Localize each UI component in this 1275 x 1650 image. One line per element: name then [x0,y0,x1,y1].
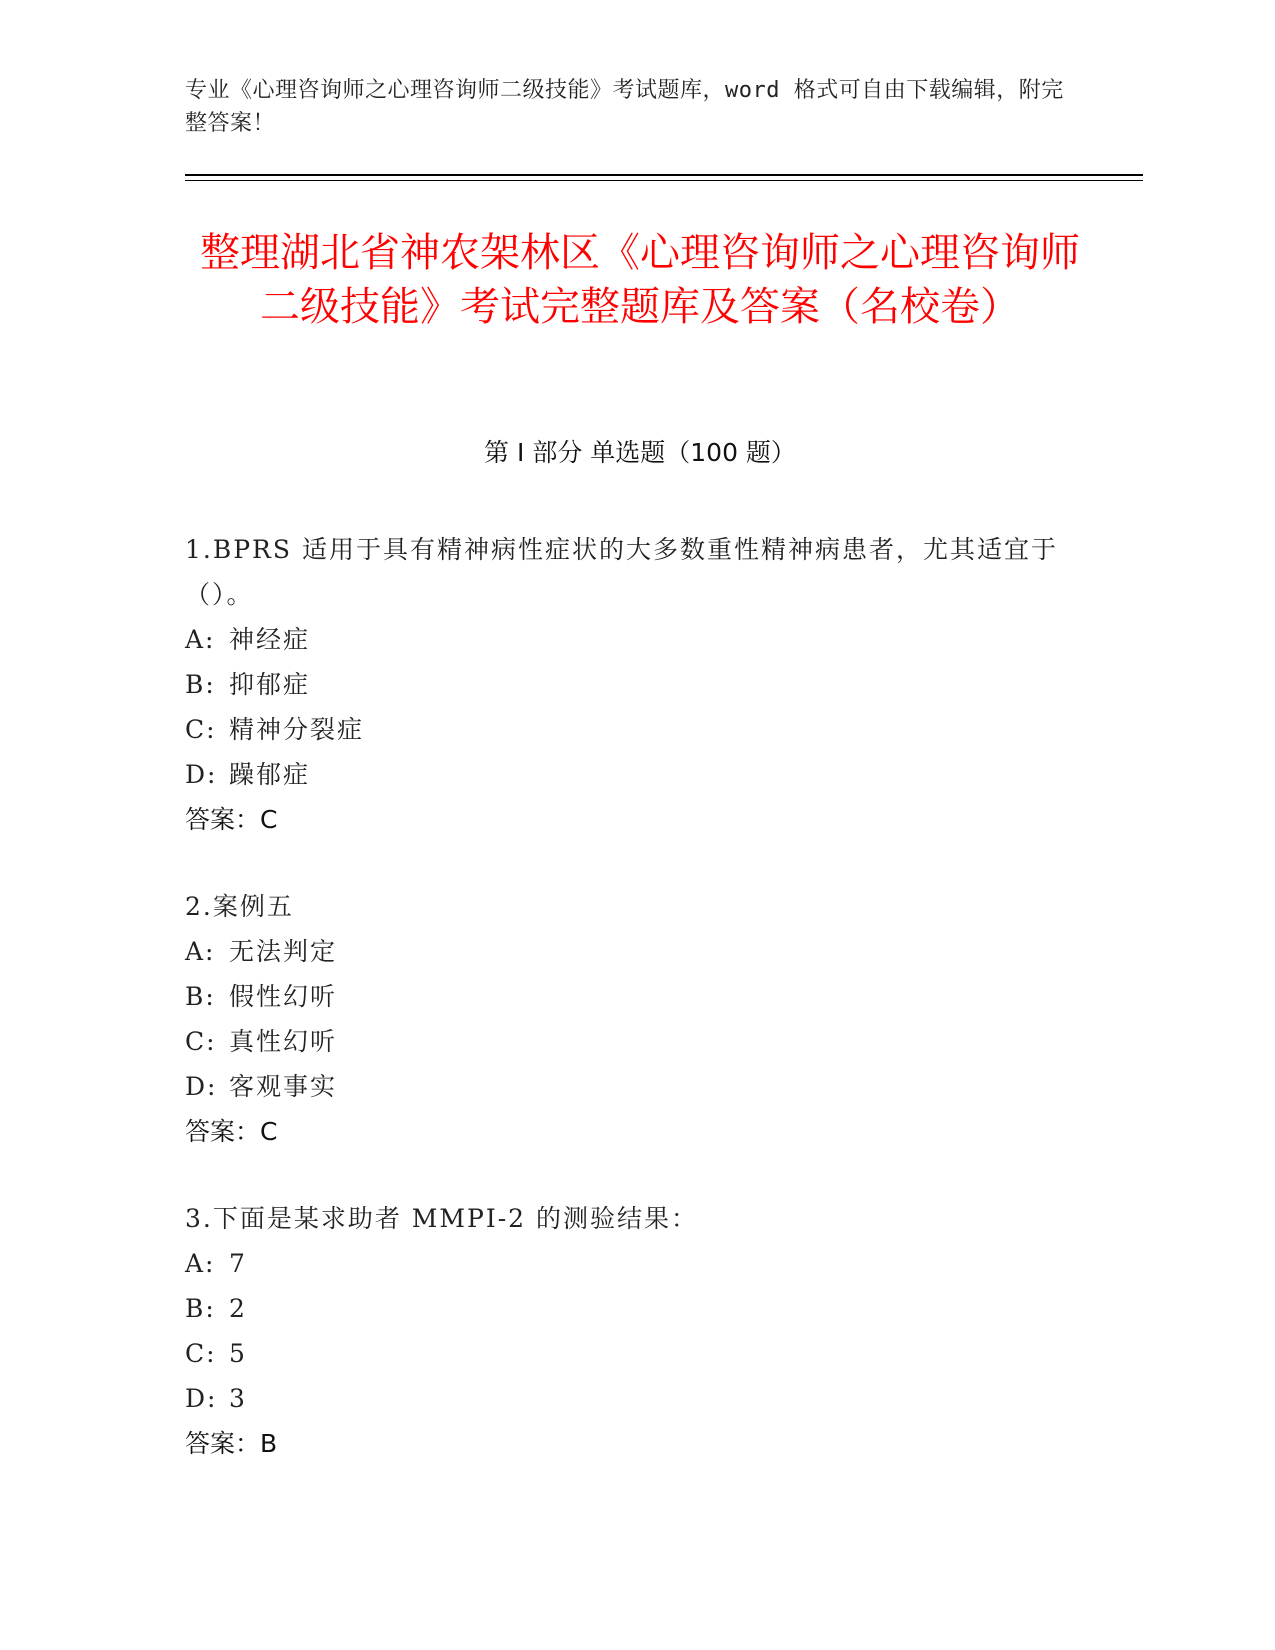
question-3 [185,1196,1065,1466]
option-c [185,1331,1065,1376]
question-1 [185,527,1065,842]
option-text: 无法判定 [229,937,338,966]
option-text: 7 [229,1249,247,1278]
option-text: 3 [229,1384,247,1413]
option-a [185,1241,1065,1286]
answer-line: 答案：B [185,1429,278,1458]
header-note: 专业《心理咨询师之心理咨询师二级技能》考试题库，word 格式可自由下载编辑，附完整答案！ [185,78,1064,136]
option-letter: D: [185,1072,218,1101]
option-text: 5 [229,1339,247,1368]
option-text: 2 [229,1294,247,1323]
question-2 [185,884,1065,1154]
section-heading: 第 I 部分 单选题（100 题） [484,438,796,467]
option-d [185,1064,1065,1109]
question-list [185,527,1065,1508]
option-text: 神经症 [229,625,311,654]
question-stem: 3.下面是某求助者 MMPI-2 的测验结果： [185,1204,698,1233]
option-d [185,1376,1065,1421]
option-letter: B: [185,670,216,699]
option-b [185,1286,1065,1331]
option-text: 精神分裂症 [229,715,365,744]
option-letter: D: [185,1384,218,1413]
option-letter: D: [185,760,218,789]
option-letter: C: [185,1339,217,1368]
option-b [185,662,1065,707]
option-letter: C: [185,1027,217,1056]
option-letter: B: [185,982,216,1011]
option-a [185,617,1065,662]
option-letter: A: [185,625,216,654]
option-letter: A: [185,937,216,966]
question-stem: 1.BPRS 适用于具有精神病性症状的大多数重性精神病患者，尤其适宜于（）。 [185,535,1058,609]
option-c [185,1019,1065,1064]
option-letter: A: [185,1249,216,1278]
option-text: 真性幻听 [229,1027,338,1056]
document-title: 整理湖北省神农架林区《心理咨询师之心理咨询师二级技能》考试完整题库及答案（名校卷） [200,230,1080,330]
header-divider-thin [185,180,1143,181]
option-text: 客观事实 [229,1072,338,1101]
question-stem: 2.案例五 [185,892,294,921]
option-text: 抑郁症 [229,670,311,699]
option-b [185,974,1065,1019]
option-d [185,752,1065,797]
option-text: 躁郁症 [229,760,311,789]
option-text: 假性幻听 [229,982,338,1011]
option-letter: C: [185,715,217,744]
option-c [185,707,1065,752]
option-letter: B: [185,1294,216,1323]
answer-line: 答案：C [185,1117,278,1146]
option-a [185,929,1065,974]
header-divider-thick [185,174,1143,176]
answer-line: 答案：C [185,805,278,834]
